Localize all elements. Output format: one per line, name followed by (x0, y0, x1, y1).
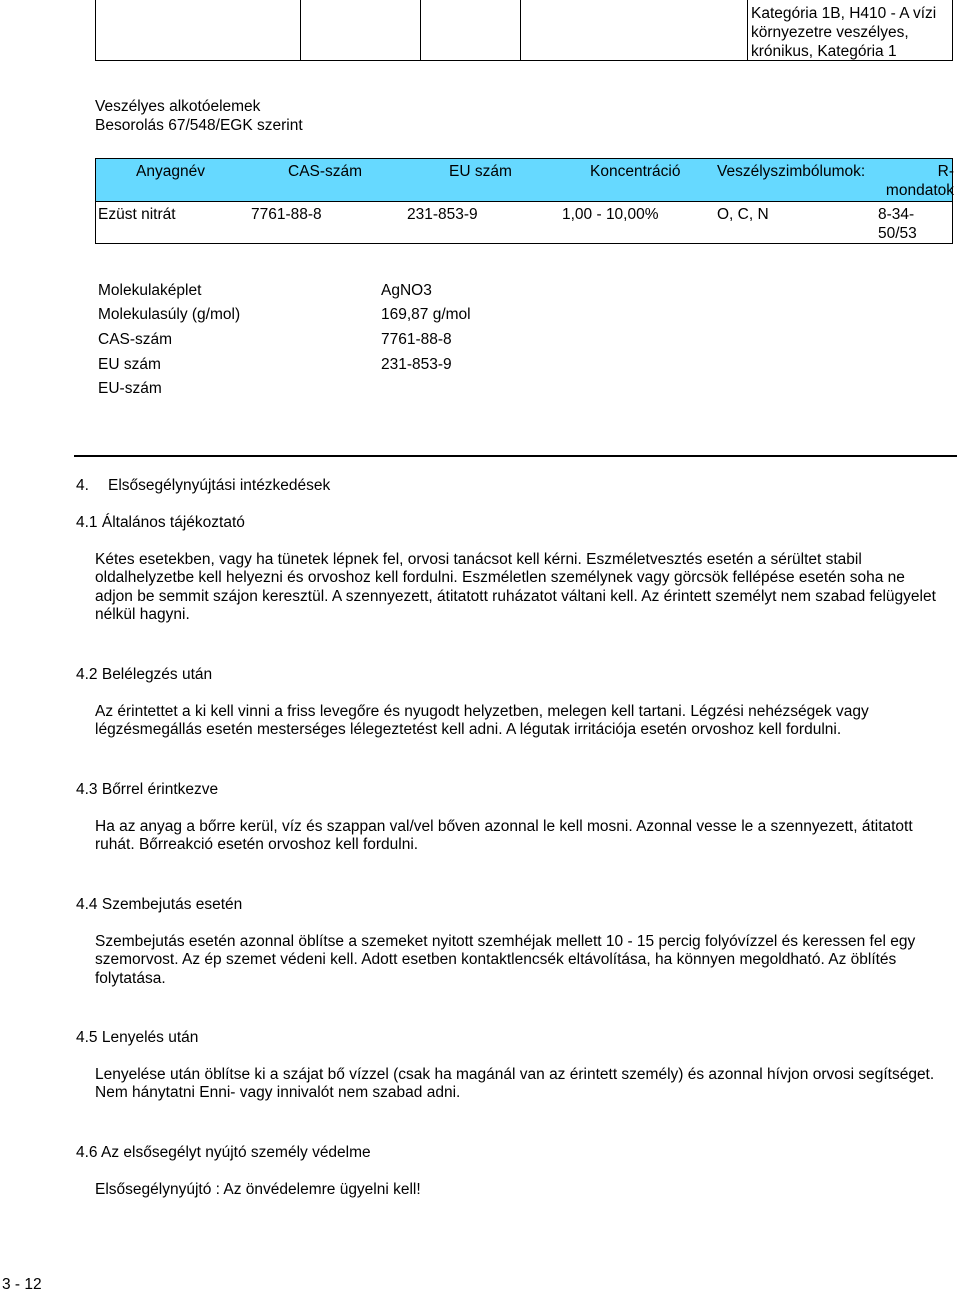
components-title: Veszélyes alkotóelemek (95, 98, 261, 115)
page-number: 3 - 12 (2, 1276, 42, 1293)
cell-r-phrases: 8-34-50/53 (878, 206, 917, 242)
table-divider (420, 0, 421, 60)
header-cas: CAS-szám (288, 163, 363, 180)
cell-name: Ezüst nitrát (98, 206, 176, 223)
identity-value: 169,87 g/mol (381, 306, 471, 323)
section-title: Elsősegélynyújtási intézkedések (108, 477, 331, 494)
identity-value: 7761-88-8 (381, 331, 452, 348)
subsection-heading: 4.2 Belélegzés után (76, 666, 213, 683)
table-divider (747, 0, 748, 60)
subsection-heading: 4.3 Bőrrel érintkezve (76, 781, 219, 798)
table-header-row (96, 159, 952, 202)
identity-value: 231-853-9 (381, 356, 452, 373)
identity-label: EU szám (98, 356, 161, 373)
table-divider (520, 0, 521, 60)
components-subtitle: Besorolás 67/548/EGK szerint (95, 117, 303, 134)
cell-symbols: O, C, N (717, 206, 769, 223)
header-eu: EU szám (449, 163, 512, 180)
subsection-heading: 4.6 Az elsősegélyt nyújtó személy védelme (76, 1144, 371, 1161)
table-row (96, 202, 952, 243)
header-concentration: Koncentráció (590, 163, 681, 180)
identity-value: AgNO3 (381, 282, 432, 299)
cell-concentration: 1,00 - 10,00% (562, 206, 659, 223)
cell-cas: 7761-88-8 (251, 206, 322, 223)
cell-eu: 231-853-9 (407, 206, 478, 223)
header-r-phrases: R-mondatok (885, 163, 954, 199)
identity-label: EU-szám (98, 380, 162, 397)
table-divider (300, 0, 301, 60)
subsection-text: Elsősegélynyújtó : Az önvédelemre ügyelni kell! (95, 1181, 421, 1198)
subsection-heading: 4.4 Szembejutás esetén (76, 896, 243, 913)
section-divider (74, 455, 957, 457)
classification-table (95, 0, 953, 61)
identity-label: Molekulasúly (g/mol) (98, 306, 241, 323)
subsection-text: Az érintettet a ki kell vinni a friss levegőre és nyugodt helyzetben, melegen kell tartani. Légzési nehézségek vagy légzésmegállás esetén mesterséges lélegeztetést kell adni. A légutak irritációja esetén orvoshoz kell fordulni. (95, 703, 869, 739)
header-name: Anyagnév (136, 163, 205, 180)
subsection-heading: 4.5 Lenyelés után (76, 1029, 199, 1046)
components-table (95, 158, 953, 244)
subsection-heading: 4.1 Általános tájékoztató (76, 514, 245, 531)
classification-cell: Kategória 1B, H410 - A vízi környezetre veszélyes, krónikus, Kategória 1 (751, 5, 937, 60)
subsection-text: Ha az anyag a bőrre kerül, víz és szappan val/vel bőven azonnal le kell mosni. Azonnal vesse le a szennyezett, átitatott ruhát. Bőrreakció esetén orvoshoz kell fordulni. (95, 818, 913, 854)
header-symbols: Veszélyszimbólumok: (717, 163, 866, 180)
identity-label: CAS-szám (98, 331, 173, 348)
section-number: 4. (76, 477, 89, 494)
subsection-text: Kétes esetekben, vagy ha tünetek lépnek fel, orvosi tanácsot kell kérni. Eszméletvesztés esetén a sérültet stabil oldalhelyzetbe kell helyezni és orvoshoz kell fordulni. Eszméletlen személynek vagy görcsök fellépése esetén soha ne adjon be semmit szájon keresztül. A szennyezett, átitatott ruházatot váltani kell. Az érintett személyt nem szabad felügyelet nélkül hagyni. (95, 551, 936, 623)
subsection-text: Szembejutás esetén azonnal öblítse a szemeket nyitott szemhéjak mellett 10 - 15 percig folyóvízzel és keressen fel egy szemorvost. Az ép szemet védeni kell. Adott esetben kontaktlencsék eltávolítása, ha könnyen megoldható. Az öblítés folytatása. (95, 933, 916, 987)
subsection-text: Lenyelése után öblítse ki a szájat bő vízzel (csak ha magánál van az érintett személy) és azonnal hívjon orvosi segítséget. Nem hánytatni Enni- vagy innivalót nem szabad adni. (95, 1066, 935, 1102)
identity-label: Molekulaképlet (98, 282, 202, 299)
